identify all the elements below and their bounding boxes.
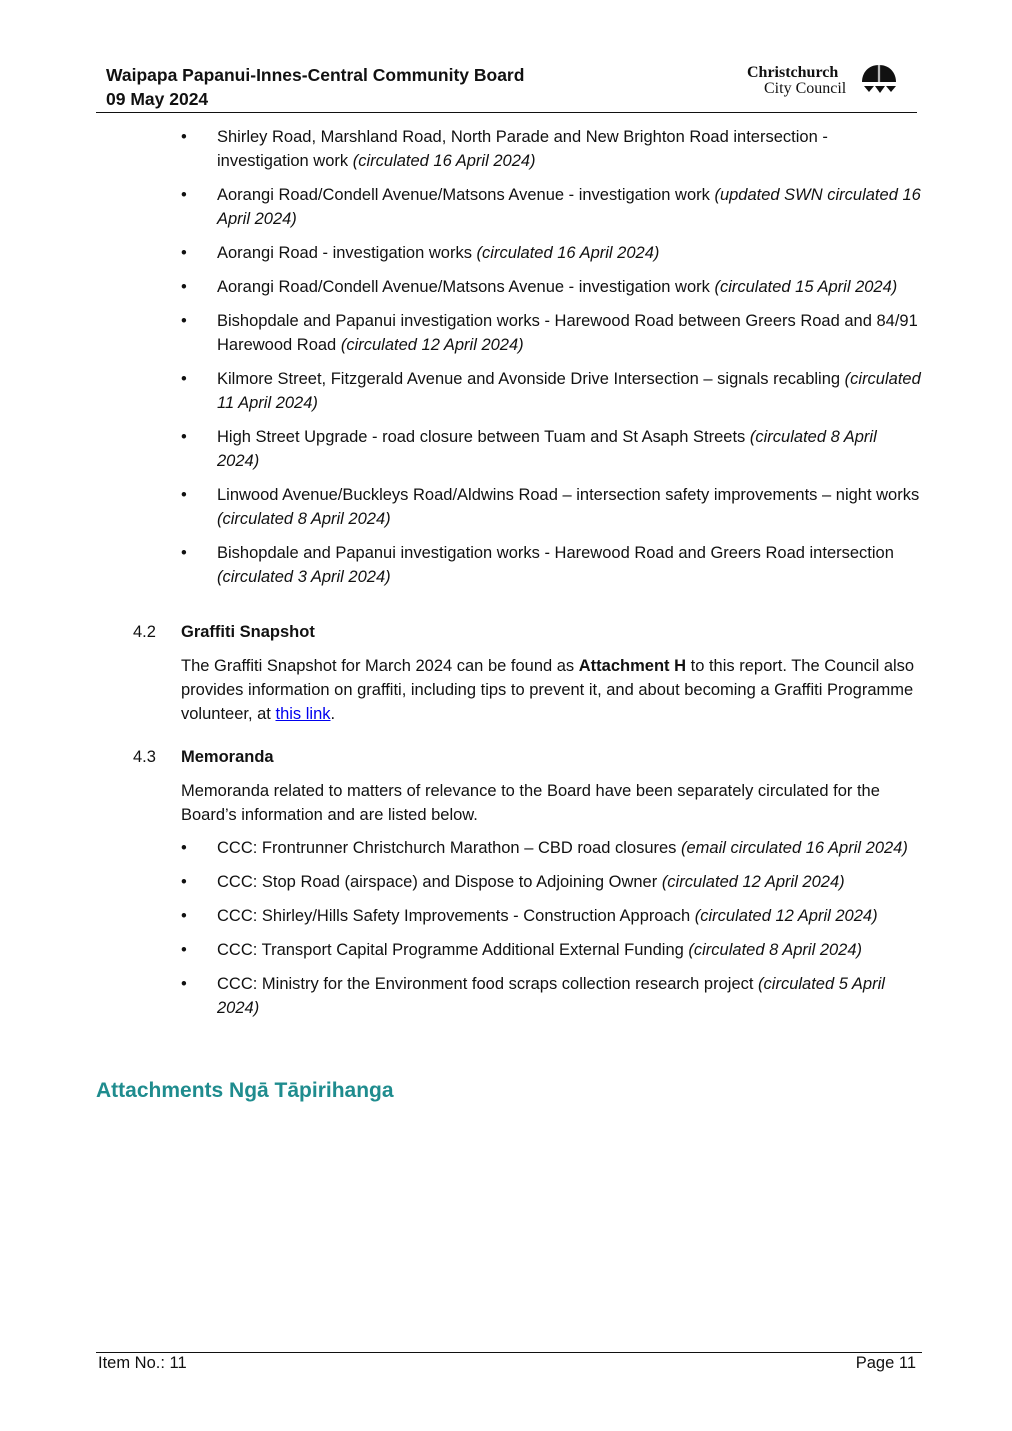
list-item: • CCC: Ministry for the Environment food scraps collection research project (circulated 5 April 2024) [217, 972, 922, 1020]
footer-rule [96, 1352, 922, 1353]
list-item: • Aorangi Road/Condell Avenue/Matsons Avenue - investigation work (circulated 15 April 2024) [217, 275, 922, 299]
bullet-icon: • [181, 244, 187, 262]
logo-text-line1: Christchurch [747, 64, 839, 81]
board-name: Waipapa Papanui-Innes-Central Community Board [106, 65, 525, 85]
bullet-icon: • [181, 186, 187, 204]
bullet-icon: • [181, 128, 187, 146]
page-number: Page 11 [855, 1354, 916, 1372]
list-item: • CCC: Frontrunner Christchurch Marathon – CBD road closures (email circulated 16 April 2024) [217, 836, 922, 860]
meeting-date: 09 May 2024 [106, 89, 209, 109]
bullet-icon: • [181, 907, 187, 925]
memoranda-intro: Memoranda related to matters of relevance to the Board have been separately circulated for the Board’s information and are listed below. [181, 782, 880, 824]
notices-list [181, 125, 922, 599]
graffiti-link[interactable]: this link [275, 705, 331, 723]
council-logo [747, 64, 902, 102]
document-header [106, 63, 524, 111]
list-item: • Aorangi Road - investigation works (circulated 16 April 2024) [217, 241, 922, 265]
bullet-icon: • [181, 544, 187, 562]
logo-text-line2: City Council [764, 80, 847, 97]
bullet-icon: • [181, 370, 187, 388]
attachment-reference: Attachment H [578, 657, 687, 675]
list-item: • CCC: Transport Capital Programme Additional External Funding (circulated 8 April 2024) [217, 938, 922, 962]
list-item: • Aorangi Road/Condell Avenue/Matsons Avenue - investigation work (updated SWN circulated 16 April 2024) [217, 183, 922, 231]
bullet-icon: • [181, 839, 187, 857]
attachments-heading: Attachments Ngā Tāpirihanga [96, 1079, 394, 1102]
list-item: • Shirley Road, Marshland Road, North Parade and New Brighton Road intersection - investigation work (circulated 16 April 2024) [217, 125, 922, 173]
memoranda-list [181, 836, 922, 1030]
list-item: • Bishopdale and Papanui investigation works - Harewood Road between Greers Road and 84/91 Harewood Road (circulated 12 April 2024) [217, 309, 922, 357]
header-rule [96, 112, 917, 113]
bullet-icon: • [181, 428, 187, 446]
bullet-icon: • [181, 312, 187, 330]
list-item: • High Street Upgrade - road closure between Tuam and St Asaph Streets (circulated 8 April 2024) [217, 425, 922, 473]
list-item: • Bishopdale and Papanui investigation works - Harewood Road and Greers Road intersection (circulated 3 April 2024) [217, 541, 922, 589]
list-item: • Linwood Avenue/Buckleys Road/Aldwins Road – intersection safety improvements – night works (circulated 8 April 2024) [217, 483, 922, 531]
bullet-icon: • [181, 873, 187, 891]
list-item: • CCC: Stop Road (airspace) and Dispose to Adjoining Owner (circulated 12 April 2024) [217, 870, 922, 894]
section-number: 4.2 [133, 623, 156, 641]
section-title: Graffiti Snapshot [181, 623, 315, 641]
list-item: • Kilmore Street, Fitzgerald Avenue and Avonside Drive Intersection – signals recabling (circulated 11 April 2024) [217, 367, 922, 415]
section-number: 4.3 [133, 748, 156, 766]
item-number: Item No.: 11 [98, 1354, 187, 1372]
bullet-icon: • [181, 486, 187, 504]
section-title: Memoranda [181, 748, 274, 766]
cathedral-icon [860, 64, 898, 100]
bullet-icon: • [181, 975, 187, 993]
list-item: • CCC: Shirley/Hills Safety Improvements - Construction Approach (circulated 12 April 2024) [217, 904, 922, 928]
bullet-icon: • [181, 278, 187, 296]
bullet-icon: • [181, 941, 187, 959]
graffiti-paragraph: The Graffiti Snapshot for March 2024 can be found as Attachment H to this report. The Council also provides information on graffiti, including tips to prevent it, and about becoming a Graffiti Programme volunteer, at this link. [181, 657, 915, 723]
